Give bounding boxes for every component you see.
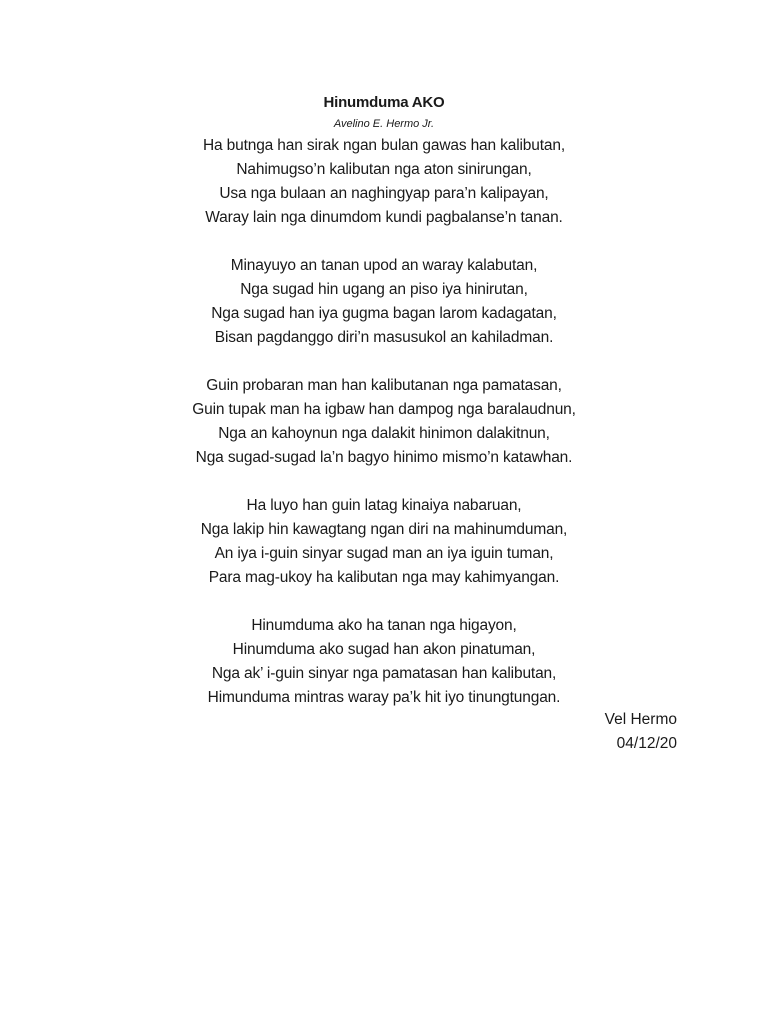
poem-line: Nga sugad hin ugang an piso iya hinirutan,	[240, 281, 528, 298]
signature-date: 04/12/20	[616, 735, 677, 752]
poem-line: Nga ak’ i-guin sinyar nga pamatasan han kalibutan,	[211, 665, 557, 682]
signature-name: Vel Hermo	[604, 711, 677, 728]
poem-line: Hinumduma ako ha tanan nga higayon,	[251, 617, 517, 634]
stanza-4	[0, 494, 768, 590]
poem-line: Nga sugad han iya gugma bagan larom kadagatan,	[211, 305, 557, 322]
poem-line: Nga lakip hin kawagtang ngan diri na mahinumduman,	[200, 521, 568, 538]
signature-block	[605, 708, 677, 756]
poem-line: Ha butnga han sirak ngan bulan gawas han kalibutan,	[202, 137, 566, 154]
stanza-3	[0, 374, 768, 470]
poem-line: Guin probaran man han kalibutanan nga pamatasan,	[206, 377, 562, 394]
poem-line: Bisan pagdanggo diri’n masusukol an kahiladman.	[214, 329, 554, 346]
poem-line: Hinumduma ako sugad han akon pinatuman,	[232, 641, 536, 658]
poem-line: Ha luyo han guin latag kinaiya nabaruan,	[246, 497, 522, 514]
poem-line: Nahimugso’n kalibutan nga aton sinirungan,	[236, 161, 532, 178]
poem-line: Nga an kahoynun nga dalakit hinimon dalakitnun,	[218, 425, 550, 442]
poem-body	[0, 134, 768, 734]
poem-line: Waray lain nga dinumdom kundi pagbalanse’n tanan.	[205, 209, 563, 226]
poem-author: Avelino E. Hermo Jr.	[333, 118, 435, 130]
stanza-2	[0, 254, 768, 350]
poem-line: Para mag-ukoy ha kalibutan nga may kahimyangan.	[208, 569, 560, 586]
stanza-1	[0, 134, 768, 230]
poem-line: Himunduma mintras waray pa’k hit iyo tinungtungan.	[207, 689, 561, 706]
poem-line: Guin tupak man ha igbaw han dampog nga baralaudnun,	[192, 401, 576, 418]
stanza-5	[0, 614, 768, 710]
poem-line: Nga sugad-sugad la’n bagyo hinimo mismo’n katawhan.	[195, 449, 573, 466]
poem-title: Hinumduma AKO	[323, 94, 445, 111]
poem-line: Minayuyo an tanan upod an waray kalabutan,	[230, 257, 538, 274]
poem-line: An iya i-guin sinyar sugad man an iya iguin tuman,	[214, 545, 554, 562]
poem-line: Usa nga bulaan an naghingyap para’n kalipayan,	[219, 185, 549, 202]
